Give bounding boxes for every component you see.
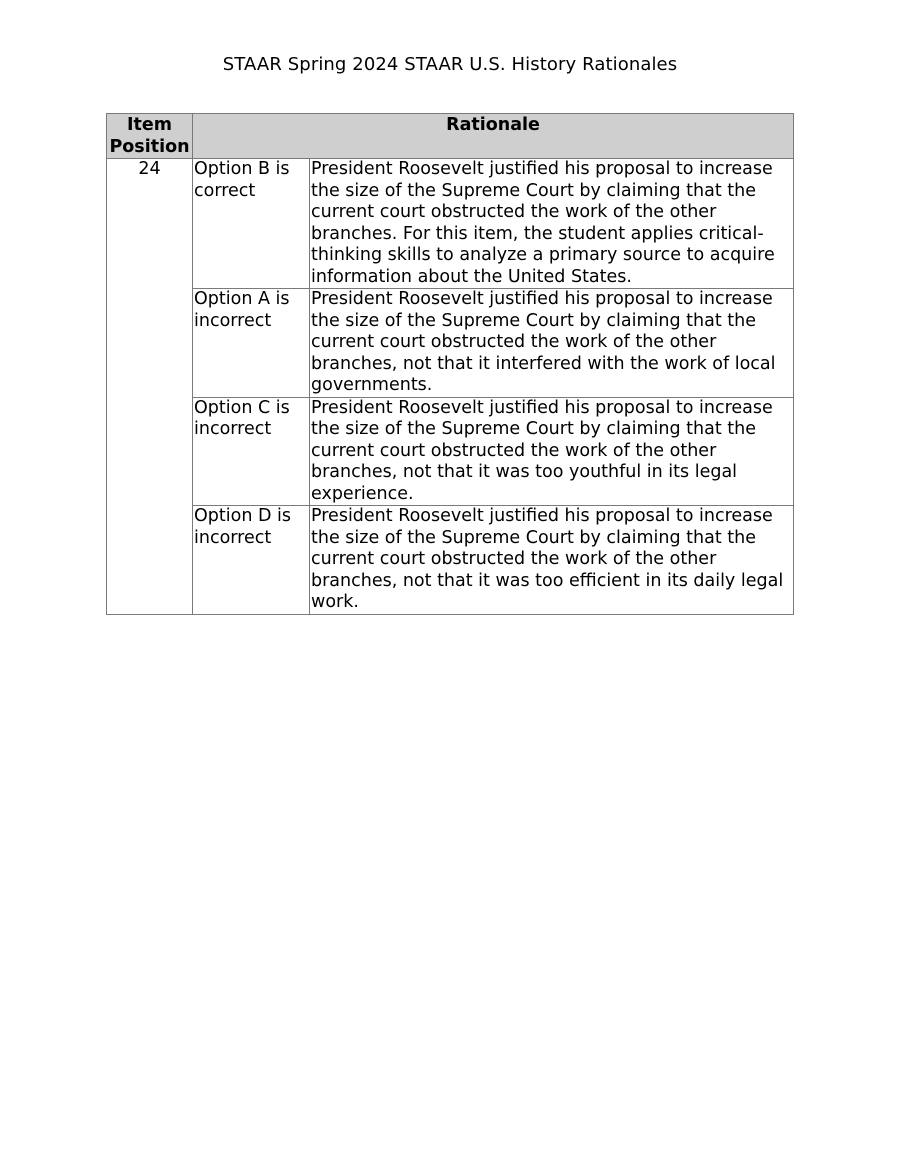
option-label: Option B is correct [193, 159, 310, 289]
table-row [107, 159, 794, 289]
rationale-text: President Roosevelt justified his proposal to increase the size of the Supreme Court by claiming that the current court obstructed the work of the other branches, not that it interfered with the work of local governments. [310, 289, 794, 398]
header-item-position: Item Position [107, 114, 193, 159]
header-rationale: Rationale [193, 114, 794, 159]
option-label: Option A is incorrect [193, 289, 310, 398]
rationale-text: President Roosevelt justified his proposal to increase the size of the Supreme Court by claiming that the current court obstructed the work of the other branches, not that it was too efficient in its daily legal work. [310, 506, 794, 615]
table-row [107, 289, 794, 398]
rationale-table [106, 113, 794, 615]
table-row [107, 506, 794, 615]
option-label: Option D is incorrect [193, 506, 310, 615]
rationale-text: President Roosevelt justified his proposal to increase the size of the Supreme Court by claiming that the current court obstructed the work of the other branches. For this item, the student applies critical-thinking skills to analyze a primary source to acquire information about the United States. [310, 159, 794, 289]
table-header-row [107, 114, 794, 159]
option-label: Option C is incorrect [193, 397, 310, 506]
item-position-cell: 24 [107, 159, 193, 615]
table-row [107, 397, 794, 506]
rationale-text: President Roosevelt justified his proposal to increase the size of the Supreme Court by claiming that the current court obstructed the work of the other branches, not that it was too youthful in its legal experience. [310, 397, 794, 506]
page-title: STAAR Spring 2024 STAAR U.S. History Rationales [222, 54, 678, 75]
